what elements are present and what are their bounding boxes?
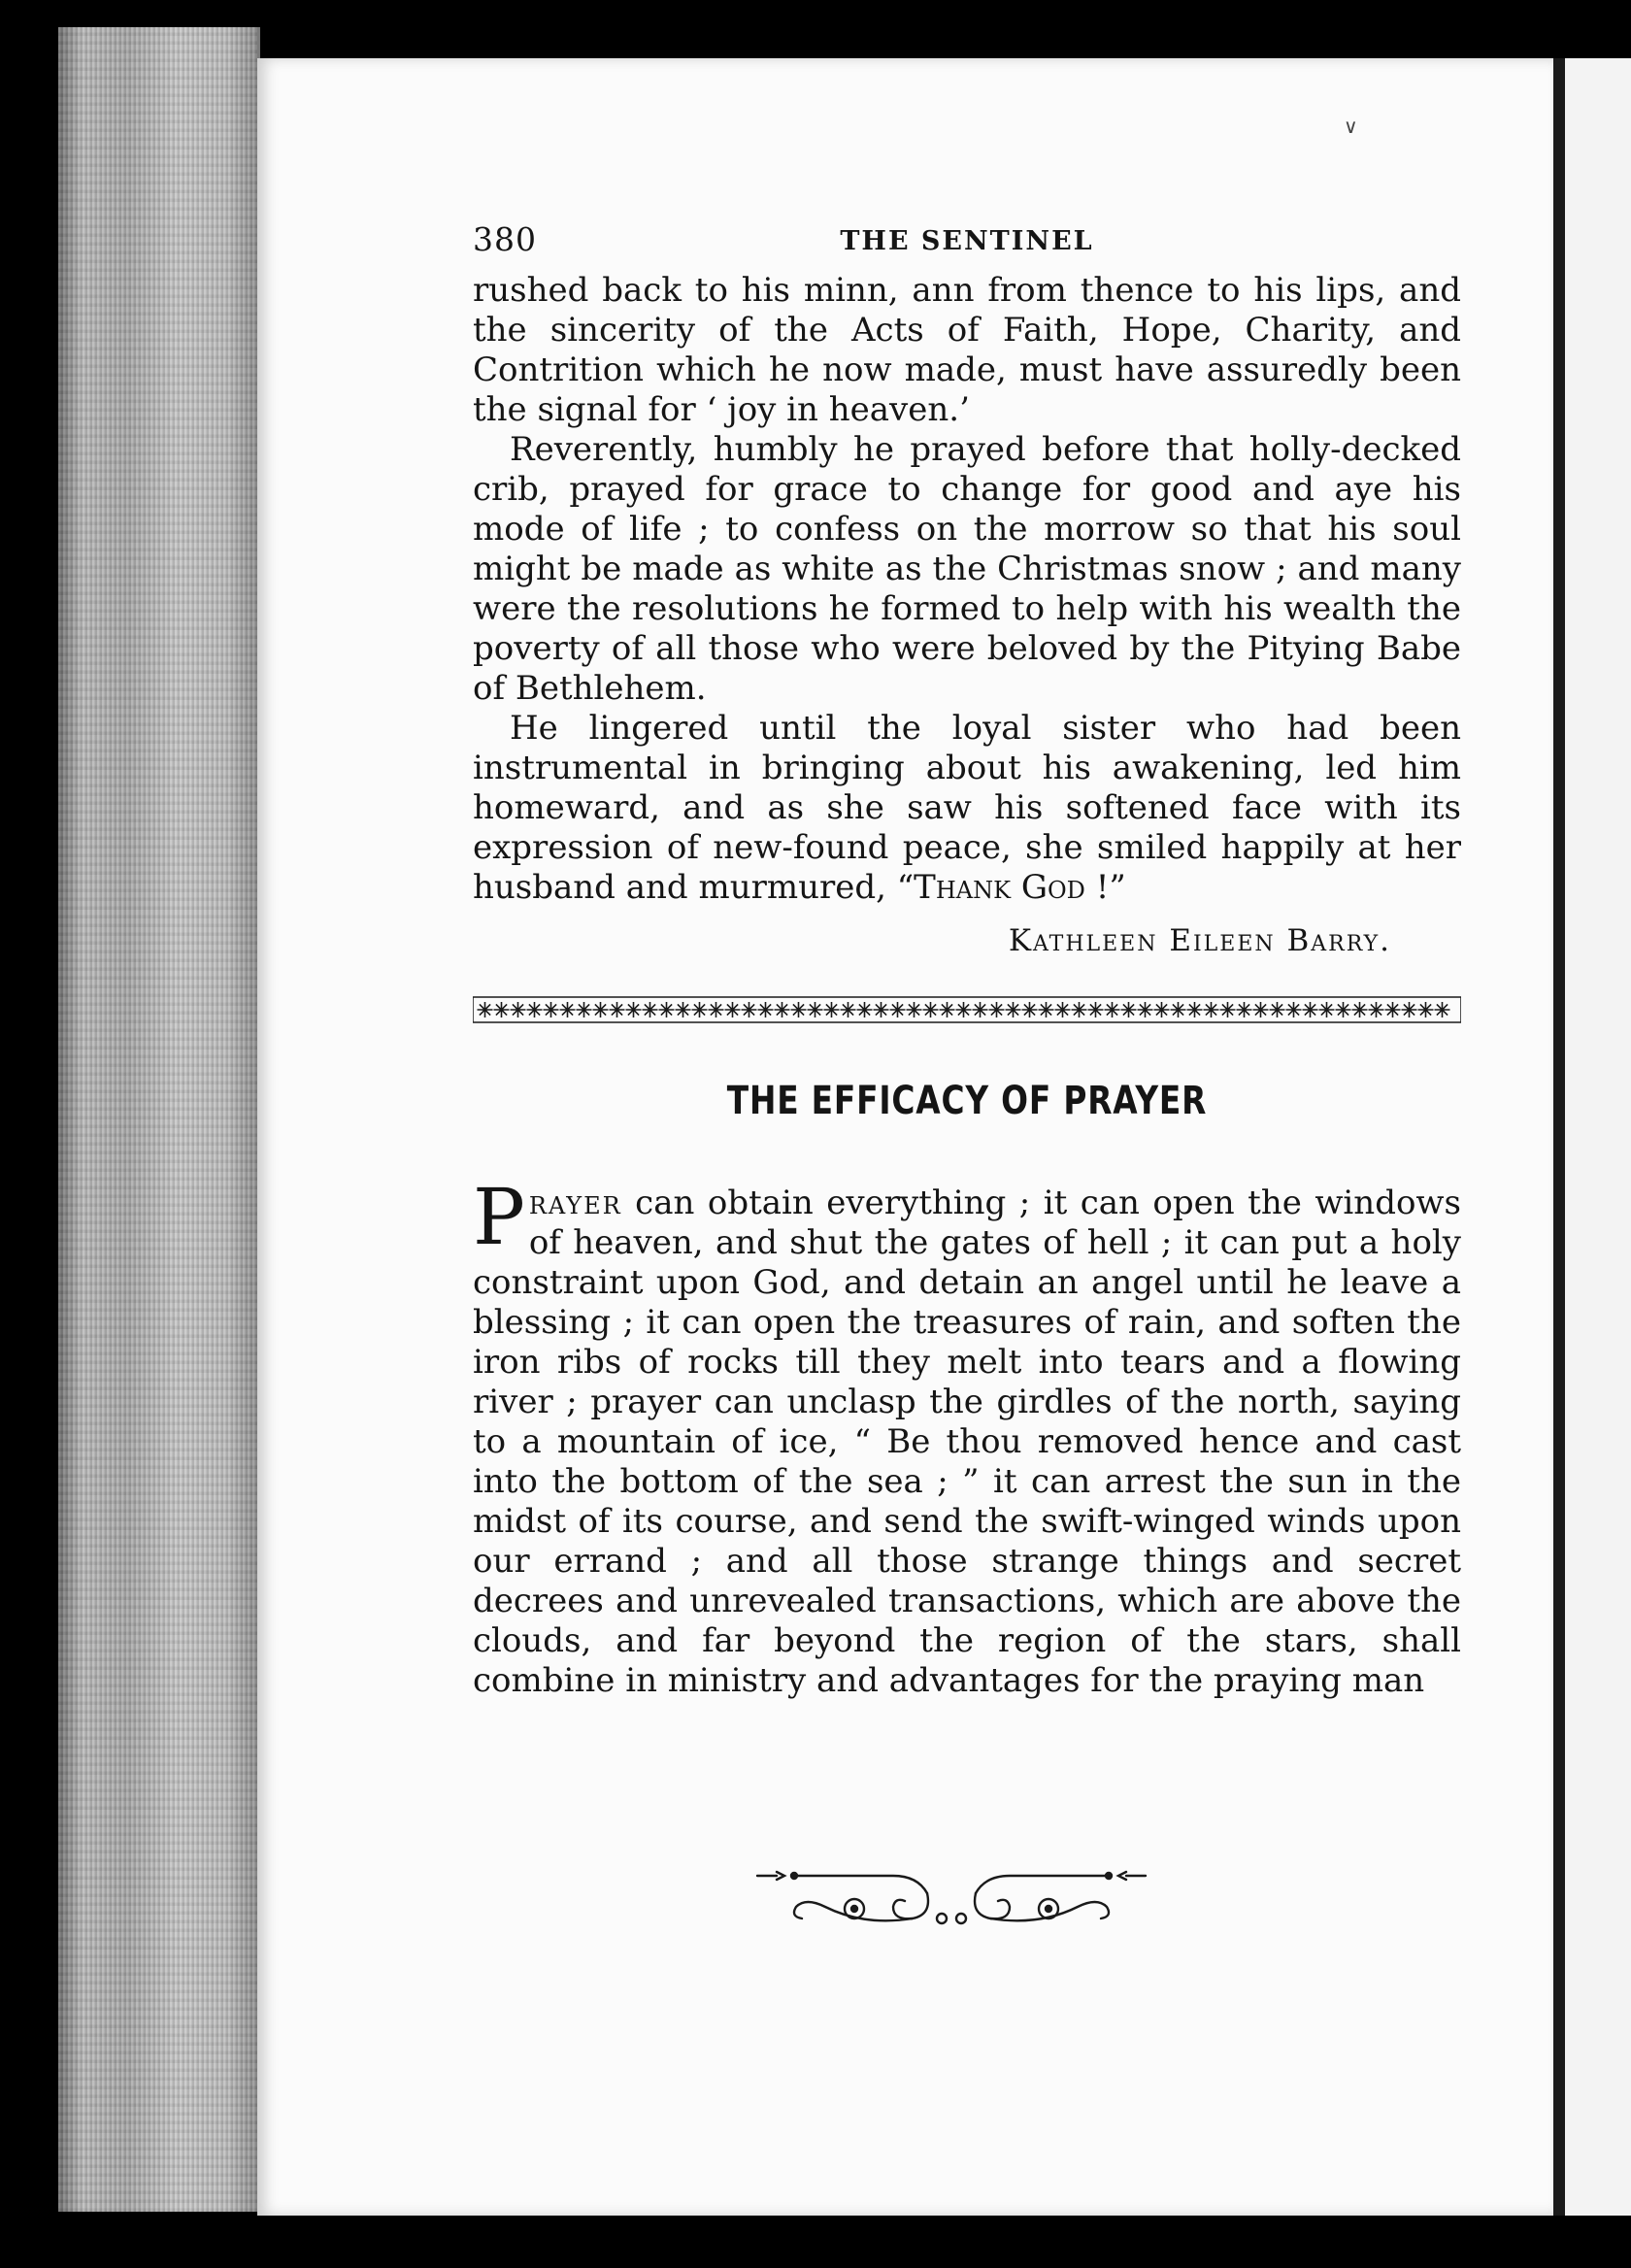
book-gutter bbox=[1553, 58, 1565, 2216]
scroll-flourish-icon bbox=[748, 1864, 1155, 1932]
article-title: THE EFFICACY OF PRAYER bbox=[726, 1079, 1208, 1123]
drop-cap: P bbox=[473, 1172, 525, 1262]
article-lead-word: rayer bbox=[528, 1184, 622, 1222]
text-column bbox=[473, 218, 1461, 1701]
page-number: 380 bbox=[473, 220, 537, 258]
story-paragraph-1: rushed back to his minn, ann from thence to his lips, and the sincerity of the Acts of Faith, Hope, Charity, and Contrition which he now made, must have assuredly been the signal for ‘ joy in heaven.’ bbox=[473, 271, 1461, 429]
story-closing-mark: ” bbox=[1109, 868, 1126, 907]
page-edges bbox=[58, 27, 260, 2212]
running-head bbox=[473, 218, 1461, 271]
ornamental-star-band-icon bbox=[473, 995, 1461, 1024]
story-paragraph-3-text: He lingered until the loyal sister who had been instrumental in bringing about his awakening, led him homeward, and as she saw his softened face with its expression of new-found peace, she smiled happily at her husband and murmured, “ bbox=[473, 709, 1461, 907]
author-signature: Kathleen Eileen Barry. bbox=[1008, 923, 1391, 958]
stray-mark: ∨ bbox=[1344, 115, 1358, 138]
story-closing-quote: Thank God ! bbox=[914, 868, 1110, 907]
story-paragraph-2: Reverently, humbly he prayed before that holly-decked crib, prayed for grace to change for good and aye his mode of life ; to confess on the morrow so that his soul might be made as white as the Christmas snow ; and many were the resolutions he formed to help with his wealth the poverty of all those who were beloved by the Pitying Babe of Bethlehem. bbox=[473, 430, 1461, 708]
story-paragraph-3 bbox=[473, 709, 1461, 908]
running-title: THE SENTINEL bbox=[840, 226, 1094, 256]
article-body-text: can obtain everything ; it can open the windows of heaven, and shut the gates of hell ; it can put a holy constraint upon God, and detain an angel until he leave a blessing ; it can open the treasures of rain, and soften the iron ribs of rocks till they melt into tears and a flowing river ; prayer can unclasp the girdles of the north, saying to a mountain of ice, “ Be thou removed hence and cast into the bottom of the sea ; ” it can arrest the sun in the midst of its course, and send the swift-winged winds upon our errand ; and all those strange things and secret decrees and unrevealed transactions, which are above the clouds, and far beyond the region of the stars, shall combine in ministry and advantages for the praying man bbox=[473, 1184, 1461, 1700]
article-paragraph bbox=[473, 1172, 1461, 1701]
facing-page-edge bbox=[1565, 58, 1631, 2216]
